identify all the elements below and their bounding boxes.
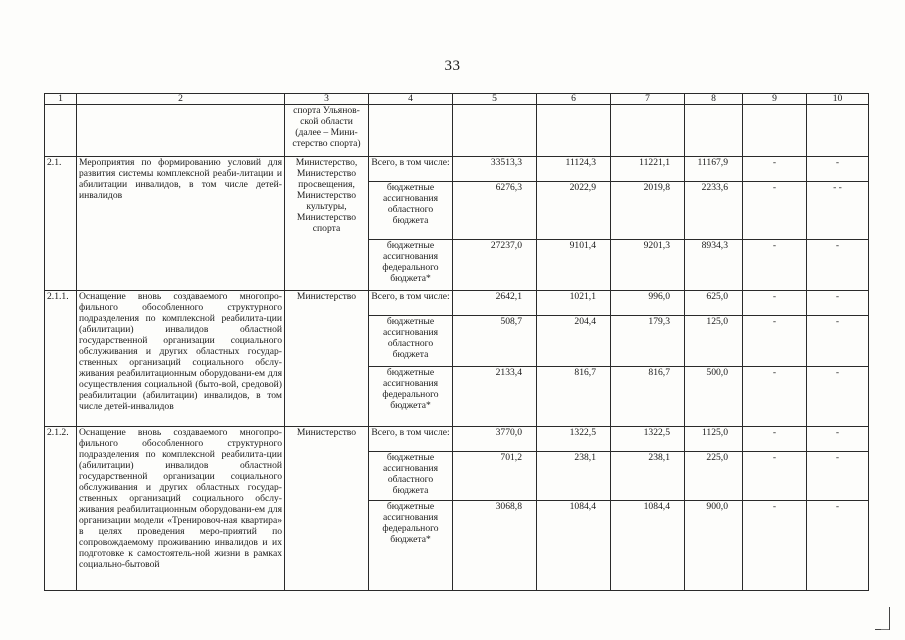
funding-source: Всего, в том числе: <box>369 157 453 182</box>
item-number: 2.1.1. <box>45 291 77 427</box>
funding-source: бюджетные ассигнования областного бюджета <box>369 316 453 367</box>
column-header: 8 <box>685 94 743 105</box>
value-col7: 816,7 <box>611 367 685 427</box>
value-col8: 225,0 <box>685 452 743 501</box>
funding-source: бюджетные ассигнования областного бюджета <box>369 452 453 501</box>
value-col8: 625,0 <box>685 291 743 316</box>
value-col7: 11221,1 <box>611 157 685 182</box>
value-col10: - <box>807 452 869 501</box>
value-col8: 11167,9 <box>685 157 743 182</box>
column-header: 10 <box>807 94 869 105</box>
value-col8: 8934,3 <box>685 240 743 291</box>
value-col9: - <box>743 240 807 291</box>
table-row <box>45 291 869 316</box>
value-col8: 2233,6 <box>685 182 743 240</box>
value-col9: - <box>743 427 807 452</box>
scan-corner-mark <box>875 607 890 630</box>
value-col7: 9201,3 <box>611 240 685 291</box>
value-col8: 125,0 <box>685 316 743 367</box>
value-col10: - <box>807 157 869 182</box>
value-col6: 204,4 <box>537 316 611 367</box>
column-header: 7 <box>611 94 685 105</box>
item-description: Оснащение вновь создаваемого многопро-фильного обособленного структурного подразделения по комплексной реабилита-ции (абилитации) инвалидов областной государственной организации социального обслуживания и других областных государ-ственных организаций социального обслу-живания реабилитационным оборудовани-ем для организации модели «Тренировоч-ная квартира» в целях проведения меро-приятий по сопровождаемому проживанию инвалидов и их подготовке к самостоятель-ной жизни в рамках социально-бытовой <box>77 427 285 591</box>
table-row <box>45 427 869 452</box>
value-col7: 179,3 <box>611 316 685 367</box>
column-header: 1 <box>45 94 77 105</box>
item-description: Мероприятия по формированию условий для развития системы комплексной реаби-литации и абилитации инвалидов, в том числе детей-инвалидов <box>77 157 285 291</box>
value-col9: - <box>743 367 807 427</box>
table-row <box>45 157 869 182</box>
value-col9: - <box>743 182 807 240</box>
value-col6: 9101,4 <box>537 240 611 291</box>
value-col7: 1322,5 <box>611 427 685 452</box>
column-header: 2 <box>77 94 285 105</box>
funding-source: бюджетные ассигнования федерального бюджета* <box>369 240 453 291</box>
value-col8: 1125,0 <box>685 427 743 452</box>
column-header: 3 <box>285 94 369 105</box>
column-header: 9 <box>743 94 807 105</box>
column-header: 6 <box>537 94 611 105</box>
page-number: 33 <box>444 58 461 74</box>
executor-cell: Министерство, Министерство просвещения, Министерство культуры, Министерство спорта <box>285 157 369 291</box>
value-col5: 27237,0 <box>453 240 537 291</box>
value-col6: 1084,4 <box>537 501 611 591</box>
value-col10: - <box>807 316 869 367</box>
value-col5: 2133,4 <box>453 367 537 427</box>
scan-corner-mark-line <box>881 629 889 630</box>
value-col9: - <box>743 452 807 501</box>
value-col9: - <box>743 316 807 367</box>
item-number: 2.1.2. <box>45 427 77 591</box>
item-description: Оснащение вновь создаваемого многопро-фильного обособленного структурного подразделения по комплексной реабилита-ции (абилитации) инвалидов областной государственной организации социального обслуживания и других областных государ-ственных организаций социального обслу-живания реабилитационным оборудовани-ем для осуществления социальной (быто-вой, средовой) реабилитации (абилитации) инвалидов, в том числе детей-инвалидов <box>77 291 285 427</box>
value-col5: 3770,0 <box>453 427 537 452</box>
value-col5: 33513,3 <box>453 157 537 182</box>
value-col9: - <box>743 501 807 591</box>
value-col6: 11124,3 <box>537 157 611 182</box>
value-col7: 238,1 <box>611 452 685 501</box>
column-header: 5 <box>453 94 537 105</box>
value-col8: 500,0 <box>685 367 743 427</box>
executor-cell: Министерство <box>285 291 369 427</box>
funding-source: бюджетные ассигнования областного бюджета <box>369 182 453 240</box>
value-col10: - <box>807 240 869 291</box>
value-col6: 1021,1 <box>537 291 611 316</box>
value-col8: 900,0 <box>685 501 743 591</box>
value-col10: - <box>807 291 869 316</box>
value-col5: 3068,8 <box>453 501 537 591</box>
value-col9: - <box>743 157 807 182</box>
executor-cell: Министерство <box>285 427 369 591</box>
value-col10: - <box>807 427 869 452</box>
continuation-row <box>45 105 869 157</box>
value-col5: 701,2 <box>453 452 537 501</box>
funding-source: бюджетные ассигнования федерального бюджета* <box>369 501 453 591</box>
column-number-row <box>45 94 869 105</box>
funding-source: бюджетные ассигнования федерального бюджета* <box>369 367 453 427</box>
budget-table <box>44 93 869 591</box>
executor-cell: спорта Ульянов-ской области (далее – Мини-стерство спорта) <box>285 105 369 157</box>
value-col5: 6276,3 <box>453 182 537 240</box>
value-col6: 816,7 <box>537 367 611 427</box>
value-col6: 238,1 <box>537 452 611 501</box>
value-col10: - <box>807 367 869 427</box>
value-col6: 1322,5 <box>537 427 611 452</box>
value-col5: 2642,1 <box>453 291 537 316</box>
value-col6: 2022,9 <box>537 182 611 240</box>
funding-source: Всего, в том числе: <box>369 291 453 316</box>
value-col7: 1084,4 <box>611 501 685 591</box>
item-number: 2.1. <box>45 157 77 291</box>
value-col5: 508,7 <box>453 316 537 367</box>
funding-source: Всего, в том числе: <box>369 427 453 452</box>
value-col7: 2019,8 <box>611 182 685 240</box>
value-col9: - <box>743 291 807 316</box>
column-header: 4 <box>369 94 453 105</box>
value-col7: 996,0 <box>611 291 685 316</box>
value-col10: - - <box>807 182 869 240</box>
value-col10: - <box>807 501 869 591</box>
